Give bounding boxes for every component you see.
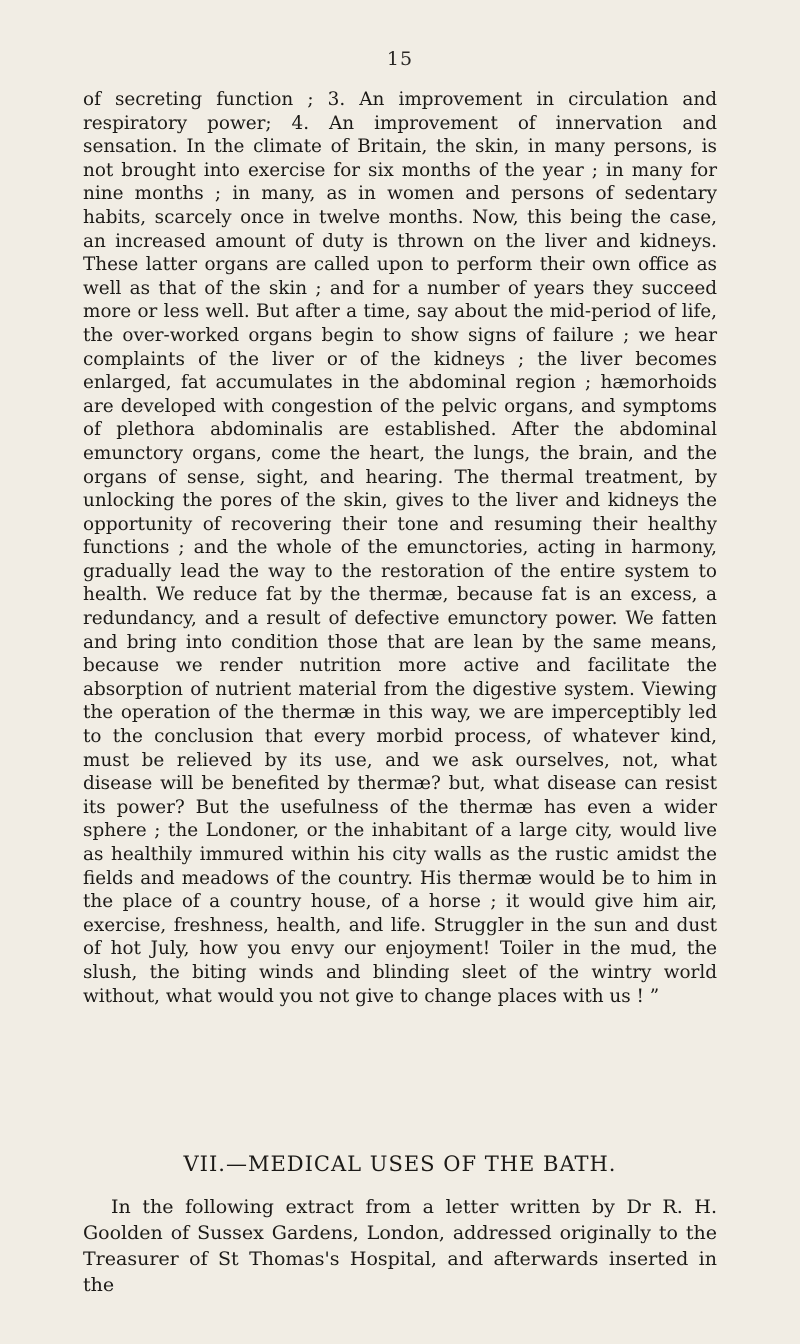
section-heading: VII.—MEDICAL USES OF THE BATH. xyxy=(183,1152,617,1176)
body-paragraph: of secreting function ; 3. An improvement in circulation and respiratory power; 4. An improvement of innervation and sensation. In the climate of Britain, the skin, in many persons, is not brought into exercise for six months of the year ; in many for nine months ; in many, as in women and persons of sedentary habits, scarcely once in twelve months. Now, this being the case, an increased amount of duty is thrown on the liver and kidneys. These latter organs are called upon to perform their own office as well as that of the skin ; and for a number of years they succeed more or less well. But after a time, say about the mid-period of life, the over-worked organs begin to show signs of failure ; we hear complaints of the liver or of the kidneys ; the liver becomes enlarged, fat accumulates in the abdominal region ; hæmorhoids are developed with congestion of the pelvic organs, and symptoms of plethora abdominalis are established. After the abdominal emunctory organs, come the heart, the lungs, the brain, and the organs of sense, sight, and hearing. The thermal treatment, by unlocking the pores of the skin, gives to the liver and kidneys the opportunity of recovering their tone and resuming their healthy functions ; and the whole of the emunctories, acting in harmony, gradually lead the way to the restoration of the entire system to health. We reduce fat by the thermæ, because fat is an excess, a redundancy, and a result of defective emunctory power. We fatten and bring into condition those that are lean by the same means, because we render nutrition more active and facilitate the absorption of nutrient material from the digestive system. Viewing the operation of the thermæ in this way, we are imperceptibly led to the conclusion that every morbid process, of whatever kind, must be relieved by its use, and we ask ourselves, not, what disease will be benefited by thermæ? but, what disease can resist its power? But the usefulness of the thermæ has even a wider sphere ; the Londoner, or the inhabitant of a large city, would live as healthily immured within his city walls as the rustic amidst the fields and meadows of the country. His thermæ would be to him in the place of a country house, of a horse ; it would give him air, exercise, freshness, health, and life. Struggler in the sun and dust of hot July, how you envy our enjoyment! Toiler in the mud, the slush, the biting winds and blinding sleet of the wintry world without, what would you not give to change places with us ! ” xyxy=(83,89,717,1007)
intro-paragraph: In the following extract from a letter written by Dr R. H. Goolden of Sussex Gardens, London, addressed originally to the Treasurer of St Thomas's Hospital, and afterwards inserted in the xyxy=(83,1196,717,1296)
page-number: 15 xyxy=(386,48,414,70)
